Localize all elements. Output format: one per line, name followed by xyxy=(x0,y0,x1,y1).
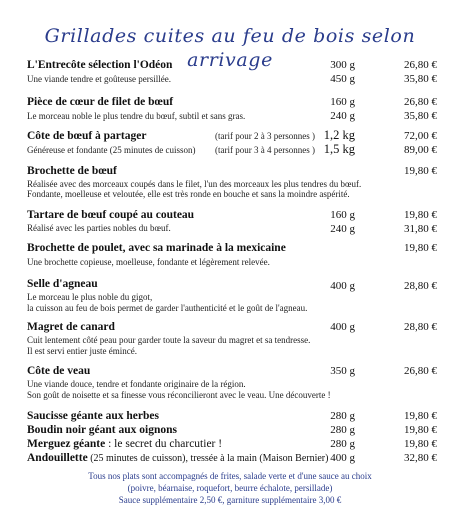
item-price: 19,80 € xyxy=(404,242,437,254)
item-weight: 400 g xyxy=(330,321,355,333)
price-note: (tarif pour 2 à 3 personnes ) xyxy=(215,131,315,141)
footer-line: Sauce supplémentaire 2,50 €, garniture supplémentaire 3,00 € xyxy=(118,495,342,505)
item-price: 26,80 € xyxy=(404,59,437,71)
item-price: 35,80 € xyxy=(404,73,437,85)
item-weight: 350 g xyxy=(330,365,355,377)
item-price: 28,80 € xyxy=(404,280,437,292)
item-desc-selle-agneau: Le morceau le plus noble du gigot, xyxy=(27,292,153,302)
item-desc-tartare: Réalisé avec les parties nobles du bœuf. xyxy=(27,223,171,233)
item-name-filet: Pièce de cœur de filet de bœuf xyxy=(27,96,174,108)
item-name-tartare: Tartare de bœuf coupé au couteau xyxy=(27,209,195,221)
item-price: 26,80 € xyxy=(404,365,437,377)
footer-line: Tous nos plats sont accompagnés de frites, salade verte et d'une sauce au choix xyxy=(88,471,372,481)
item-price: 26,80 € xyxy=(404,96,437,108)
sausage-weight: 400 g xyxy=(330,452,355,464)
sausage-price: 19,80 € xyxy=(404,438,437,450)
item-weight: 160 g xyxy=(330,209,355,221)
item-desc-cote-boeuf: Généreuse et fondante (25 minutes de cuisson) xyxy=(27,145,196,155)
item-desc-selle-agneau: la cuisson au feu de bois permet de garder l'authenticité et le goût de l'agneau. xyxy=(27,303,308,313)
item-name-cote-boeuf: Côte de bœuf à partager xyxy=(27,130,147,142)
item-price: 19,80 € xyxy=(404,165,437,177)
item-desc-magret: Cuit lentement côté peau pour garder toute la saveur du magret et sa tendresse. xyxy=(27,335,311,345)
item-name-brochette-poulet: Brochette de poulet, avec sa marinade à la mexicaine xyxy=(27,242,286,254)
item-weight: 240 g xyxy=(330,110,355,122)
item-weight: 240 g xyxy=(330,223,355,235)
item-desc-brochette-poulet: Une brochette copieuse, moelleuse, fondante et légèrement relevée. xyxy=(27,257,270,267)
item-desc-brochette-boeuf: Fondante, moelleuse et veloutée, elle est très ronde en bouche et sans la moindre aspérité. xyxy=(27,189,350,199)
item-name-selle-agneau: Selle d'agneau xyxy=(27,278,98,290)
item-weight: 1,5 kg xyxy=(323,142,355,156)
item-price: 19,80 € xyxy=(404,209,437,221)
footer-line: (poivre, béarnaise, roquefort, beurre échalote, persillade) xyxy=(127,483,333,493)
menu-title: Grillades cuites au feu de bois selon arrivage xyxy=(44,25,416,71)
item-desc-cote-veau: Une viande douce, tendre et fondante originaire de la région. xyxy=(27,379,246,389)
item-price: 72,00 € xyxy=(404,130,437,142)
item-name-cote-veau: Côte de veau xyxy=(27,365,91,377)
sausage-weight: 280 g xyxy=(330,410,355,422)
item-price: 31,80 € xyxy=(404,223,437,235)
item-weight: 450 g xyxy=(330,73,355,85)
item-weight: 400 g xyxy=(330,280,355,292)
item-name-brochette-boeuf: Brochette de bœuf xyxy=(27,165,117,177)
sausage-price: 19,80 € xyxy=(404,424,437,436)
item-desc-cote-veau: Son goût de noisette et sa finesse vous réconcilieront avec le veau. Une découverte ! xyxy=(27,390,331,400)
sausage-name: Merguez géante : le secret du charcutier ! xyxy=(27,438,223,450)
item-name-entrecote: L'Entrecôte sélection l'Odéon xyxy=(27,59,173,71)
item-price: 89,00 € xyxy=(404,144,437,156)
item-weight: 300 g xyxy=(330,59,355,71)
sausage-weight: 280 g xyxy=(330,424,355,436)
item-desc-filet: Le morceau noble le plus tendre du bœuf, subtil et sans gras. xyxy=(27,111,246,121)
price-note: (tarif pour 3 à 4 personnes ) xyxy=(215,145,315,155)
sausage-name: Boudin noir géant aux oignons xyxy=(27,424,177,436)
item-desc-entrecote: Une viande tendre et goûteuse persillée. xyxy=(27,74,171,84)
item-weight: 160 g xyxy=(330,96,355,108)
item-desc-magret: Il est servi entier juste émincé. xyxy=(27,346,137,356)
sausage-name: Andouillette (25 minutes de cuisson), tressée à la main (Maison Bernier) xyxy=(27,452,329,464)
sausage-price: 19,80 € xyxy=(404,410,437,422)
item-name-magret: Magret de canard xyxy=(27,321,115,333)
item-price: 35,80 € xyxy=(404,110,437,122)
item-weight: 1,2 kg xyxy=(323,128,355,142)
sausage-price: 32,80 € xyxy=(404,452,437,464)
item-price: 28,80 € xyxy=(404,321,437,333)
sausage-weight: 280 g xyxy=(330,438,355,450)
sausage-name: Saucisse géante aux herbes xyxy=(27,410,159,422)
item-desc-brochette-boeuf: Réalisée avec des morceaux coupés dans le filet, l'un des morceaux les plus tendres du bœuf. xyxy=(27,179,362,189)
